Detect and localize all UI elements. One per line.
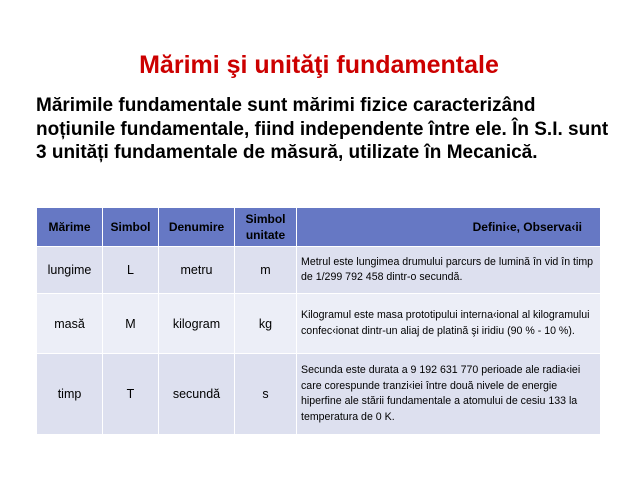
header-definitie: Defini‹e, Observa‹ii [297, 208, 601, 247]
table-row [37, 294, 601, 354]
cell-marime: masă [37, 294, 103, 354]
cell-denumire: secundă [159, 354, 235, 435]
cell-simbol-unitate: kg [235, 294, 297, 354]
cell-simbol-unitate: s [235, 354, 297, 435]
header-simbol: Simbol [103, 208, 159, 247]
header-marime: Mărime [37, 208, 103, 247]
table-row [37, 247, 601, 294]
cell-definitie: Secunda este durata a 9 192 631 770 perioade ale radia‹iei care corespunde tranzi‹iei între două nivele de energie hiperfine ale stării fundamentale a atomului de cesiu 133 la temperatura de 0 K. [297, 354, 601, 435]
header-denumire: Denumire [159, 208, 235, 247]
cell-marime: lungime [37, 247, 103, 294]
cell-denumire: metru [159, 247, 235, 294]
cell-simbol-unitate: m [235, 247, 297, 294]
cell-definitie: Kilogramul este masa prototipului interna‹ional al kilogramului confec‹ionat dintr-un aliaj de platină şi iridiu (90 % - 10 %). [297, 294, 601, 354]
table-row [37, 354, 601, 435]
slide-title: Mărimi şi unităţi fundamentale [139, 51, 499, 79]
cell-simbol: L [103, 247, 159, 294]
units-table [36, 207, 601, 435]
cell-definitie: Metrul este lungimea drumului parcurs de lumină în vid în timp de 1/299 792 458 dintr-o secundă. [297, 247, 601, 294]
header-simbol-unitate: Simbol unitate [235, 208, 297, 247]
cell-marime: timp [37, 354, 103, 435]
cell-simbol: M [103, 294, 159, 354]
table-header-row [37, 208, 601, 247]
cell-denumire: kilogram [159, 294, 235, 354]
intro-paragraph: Mărimile fundamentale sunt mărimi fizice caracterizând noțiunile fundamentale, fiind independente între ele. În S.I. sunt 3 unități fundamentale de măsură, utilizate în Mecanică. [36, 95, 609, 163]
cell-simbol: T [103, 354, 159, 435]
